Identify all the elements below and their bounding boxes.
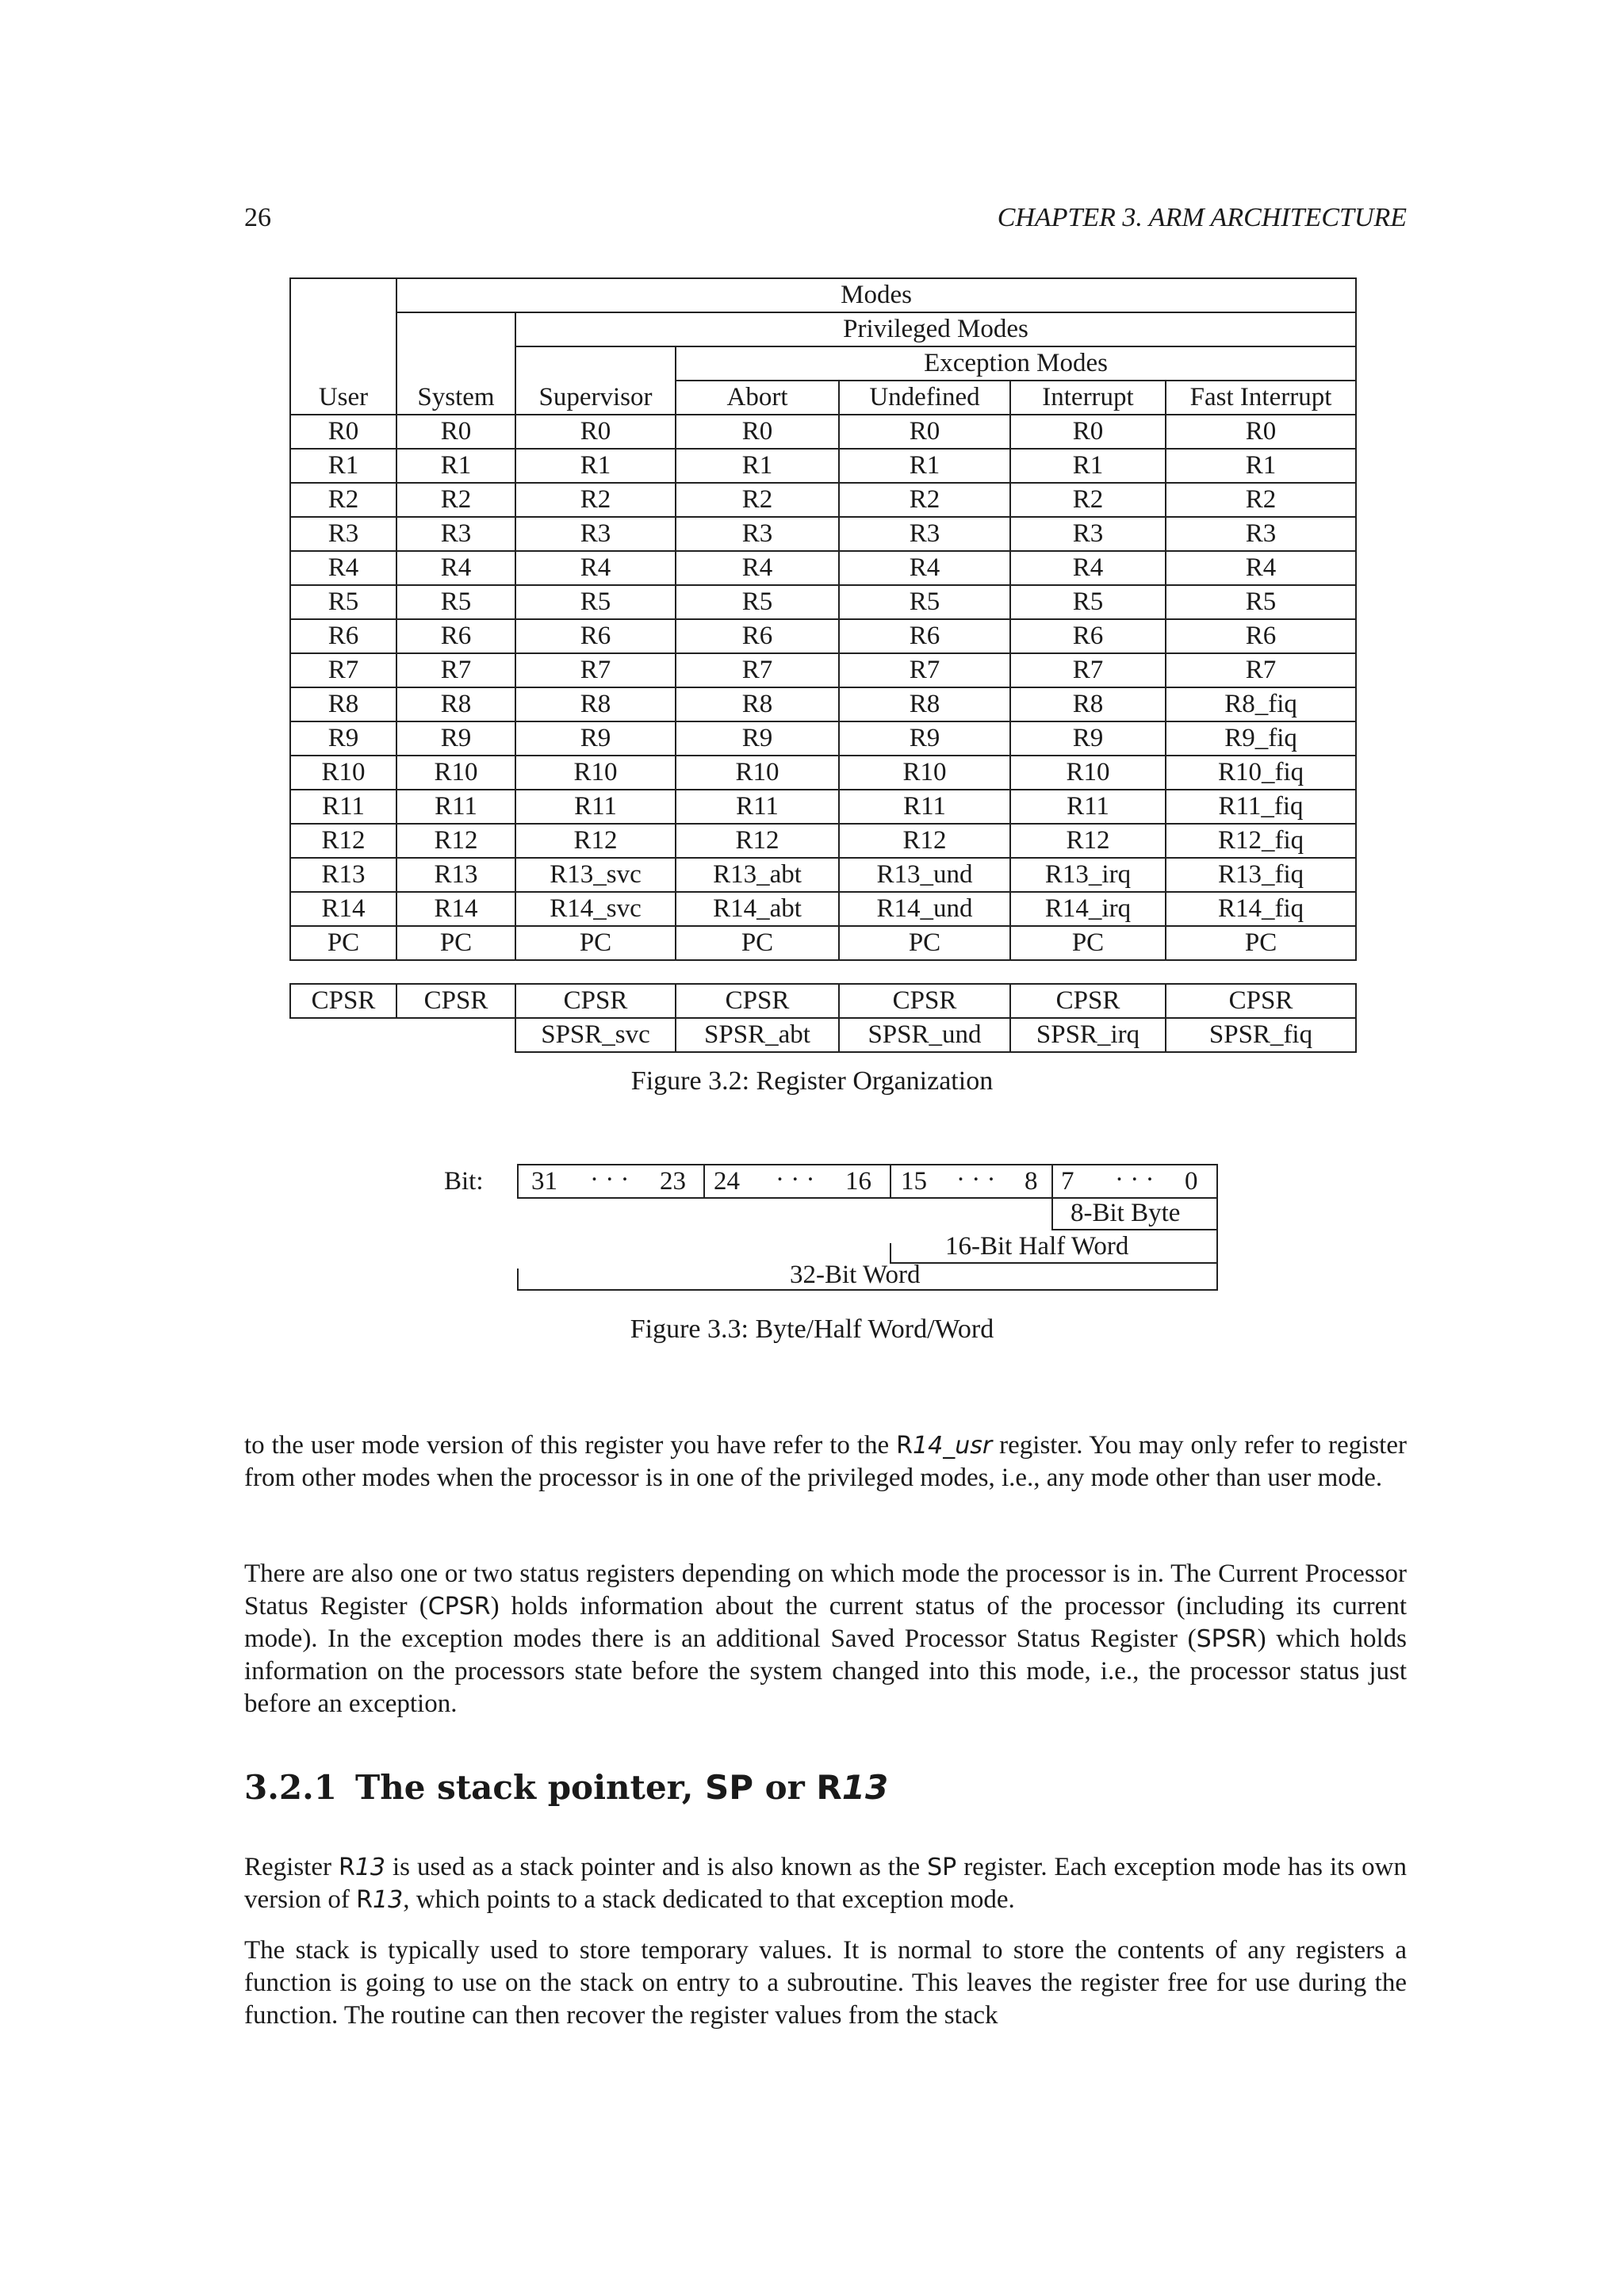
table-cell: PC xyxy=(676,926,839,960)
table-row xyxy=(290,619,1356,653)
table-cell: R1 xyxy=(1010,449,1166,483)
table-cell: R6 xyxy=(290,619,396,653)
table-cell: R13_irq xyxy=(1010,858,1166,892)
empty-cell xyxy=(290,1018,396,1052)
halfword-label: 16-Bit Half Word xyxy=(945,1232,1129,1261)
status-register-table xyxy=(289,983,1357,1053)
table-cell: R3 xyxy=(515,517,676,551)
table-cell: R10 xyxy=(396,756,515,790)
column-header: System xyxy=(396,381,515,415)
table-cell: R10 xyxy=(676,756,839,790)
page-number: 26 xyxy=(244,203,271,232)
text-run: register. Each exception mode has its own version of xyxy=(244,1853,1407,1914)
table-cell: CPSR xyxy=(290,984,396,1018)
table-row xyxy=(290,483,1356,517)
table-cell: R2 xyxy=(396,483,515,517)
bit-number: 24 xyxy=(714,1167,740,1196)
table-cell: R2 xyxy=(676,483,839,517)
table-cell: R0 xyxy=(290,415,396,449)
table-cell: R9 xyxy=(1010,721,1166,756)
register-suffix: 13 xyxy=(373,1886,404,1914)
table-row xyxy=(290,687,1356,721)
table-cell: R13_und xyxy=(839,858,1010,892)
table-cell: R2 xyxy=(515,483,676,517)
table-cell: R13_fiq xyxy=(1166,858,1356,892)
table-cell: R10 xyxy=(515,756,676,790)
register-name: SP xyxy=(927,1854,957,1881)
privileged-modes-header: Privileged Modes xyxy=(515,312,1356,346)
table-cell: R14_fiq xyxy=(1166,892,1356,926)
column-header: Supervisor xyxy=(515,381,676,415)
table-cell: R13_svc xyxy=(515,858,676,892)
table-cell: CPSR xyxy=(1010,984,1166,1018)
text-run: There are also one or two status registers depending on which mode the processor is in. The Current Processor Status Register ( xyxy=(244,1559,1407,1621)
table-cell: R0 xyxy=(1166,415,1356,449)
column-header-row xyxy=(290,381,1356,415)
bit-number: 16 xyxy=(845,1167,871,1196)
table-cell: R8 xyxy=(396,687,515,721)
table-cell: R0 xyxy=(396,415,515,449)
table-cell: CPSR xyxy=(839,984,1010,1018)
table-cell: R11 xyxy=(1010,790,1166,824)
table-cell: R4 xyxy=(839,551,1010,585)
table-cell: R9 xyxy=(839,721,1010,756)
register-suffix: 14_usr xyxy=(913,1432,993,1460)
table-cell: R6 xyxy=(676,619,839,653)
column-header: Undefined xyxy=(839,381,1010,415)
table-cell: R14_abt xyxy=(676,892,839,926)
table-cell: CPSR xyxy=(676,984,839,1018)
header-row-exception xyxy=(290,346,1356,381)
header-row-privileged xyxy=(290,312,1356,346)
table-cell: R8 xyxy=(290,687,396,721)
empty-cell xyxy=(396,1018,515,1052)
register-name: SPSR xyxy=(1196,1625,1258,1653)
table-cell: R8 xyxy=(839,687,1010,721)
table-cell: R4 xyxy=(515,551,676,585)
table-cell: R11 xyxy=(290,790,396,824)
table-cell: R7 xyxy=(1010,653,1166,687)
table-cell: R13_abt xyxy=(676,858,839,892)
text-run: , which points to a stack dedicated to that exception mode. xyxy=(403,1885,1015,1914)
table-cell: SPSR_und xyxy=(839,1018,1010,1052)
table-cell: R5 xyxy=(1010,585,1166,619)
table-cell: R14 xyxy=(396,892,515,926)
table-row xyxy=(290,858,1356,892)
table-cell: R2 xyxy=(290,483,396,517)
ellipsis: · · · xyxy=(1115,1165,1155,1194)
column-header: Abort xyxy=(676,381,839,415)
register-name: CPSR xyxy=(427,1593,491,1621)
register-suffix: 13 xyxy=(841,1768,889,1807)
table-cell: R7 xyxy=(290,653,396,687)
table-cell: R2 xyxy=(839,483,1010,517)
register-name: R xyxy=(816,1768,842,1807)
table-cell: R11 xyxy=(396,790,515,824)
table-cell: R9 xyxy=(676,721,839,756)
table-cell: R1 xyxy=(396,449,515,483)
section-title-text: The stack pointer, xyxy=(355,1768,705,1807)
table-cell: R14 xyxy=(290,892,396,926)
text-run: Register xyxy=(244,1853,339,1881)
bit-number: 23 xyxy=(660,1167,686,1196)
ellipsis: · · · xyxy=(956,1165,996,1194)
bit-number: 8 xyxy=(1025,1167,1038,1196)
text-run: is used as a stack pointer and is also known as the xyxy=(385,1853,928,1881)
table-cell: R4 xyxy=(396,551,515,585)
table-cell: R12 xyxy=(1010,824,1166,858)
table-cell: R8 xyxy=(515,687,676,721)
table-cell: R8 xyxy=(676,687,839,721)
byte-label: 8-Bit Byte xyxy=(1071,1199,1181,1227)
table-cell: SPSR_abt xyxy=(676,1018,839,1052)
table-cell: R9_fiq xyxy=(1166,721,1356,756)
figure-caption-byte-halfword-word: Figure 3.3: Byte/Half Word/Word xyxy=(630,1314,994,1344)
bit-number: 7 xyxy=(1061,1167,1074,1196)
table-cell: R1 xyxy=(290,449,396,483)
figure-caption-register-organization: Figure 3.2: Register Organization xyxy=(630,1066,994,1096)
register-suffix: 13 xyxy=(354,1854,385,1881)
table-cell: R13 xyxy=(290,858,396,892)
text-run: ) which holds information on the processors state before the system changed into this mode, i.e., the processor status just before an exception. xyxy=(244,1624,1407,1718)
paragraph xyxy=(244,1851,1407,1916)
table-cell: R2 xyxy=(1010,483,1166,517)
ellipsis: · · · xyxy=(776,1165,815,1194)
table-cell: R3 xyxy=(839,517,1010,551)
table-cell: R12 xyxy=(839,824,1010,858)
column-header: Interrupt xyxy=(1010,381,1166,415)
table-row xyxy=(290,551,1356,585)
table-cell: R0 xyxy=(1010,415,1166,449)
register-name: R xyxy=(338,1854,355,1881)
column-header: User xyxy=(290,381,396,415)
table-row xyxy=(290,721,1356,756)
table-cell: R6 xyxy=(839,619,1010,653)
bit-number: 0 xyxy=(1185,1167,1198,1196)
table-cell: R4 xyxy=(676,551,839,585)
register-organization-table xyxy=(289,277,1357,961)
table-cell: R1 xyxy=(1166,449,1356,483)
table-row xyxy=(290,892,1356,926)
table-cell: PC xyxy=(1010,926,1166,960)
table-cell: R12 xyxy=(396,824,515,858)
table-cell: R5 xyxy=(515,585,676,619)
table-cell: R4 xyxy=(1166,551,1356,585)
register-name: R xyxy=(896,1432,914,1460)
text-run: register. You may only refer to register from other modes when the processor is in one of the privileged modes, i.e., any mode other than user mode. xyxy=(244,1431,1407,1492)
section-title-text: or xyxy=(753,1768,817,1807)
table-cell: PC xyxy=(839,926,1010,960)
table-cell: R7 xyxy=(839,653,1010,687)
table-cell: R5 xyxy=(290,585,396,619)
table-cell: R6 xyxy=(396,619,515,653)
table-row xyxy=(290,653,1356,687)
table-cell: R3 xyxy=(1166,517,1356,551)
table-cell: PC xyxy=(396,926,515,960)
table-cell: R6 xyxy=(1166,619,1356,653)
paragraph xyxy=(244,1558,1407,1720)
table-cell: R1 xyxy=(839,449,1010,483)
table-cell: SPSR_svc xyxy=(515,1018,676,1052)
table-row xyxy=(290,926,1356,960)
table-cell: R5 xyxy=(839,585,1010,619)
column-header: Fast Interrupt xyxy=(1166,381,1356,415)
table-cell: R14_svc xyxy=(515,892,676,926)
table-cell: R8_fiq xyxy=(1166,687,1356,721)
table-cell: SPSR_irq xyxy=(1010,1018,1166,1052)
section-number: 3.2.1 xyxy=(244,1768,337,1807)
table-cell: R14_und xyxy=(839,892,1010,926)
table-cell: R1 xyxy=(515,449,676,483)
table-cell: R7 xyxy=(515,653,676,687)
table-cell: R7 xyxy=(676,653,839,687)
table-row xyxy=(290,756,1356,790)
section-heading xyxy=(244,1768,888,1807)
table-cell: R9 xyxy=(515,721,676,756)
table-cell: R0 xyxy=(839,415,1010,449)
table-cell: R5 xyxy=(396,585,515,619)
table-cell: PC xyxy=(1166,926,1356,960)
table-cell: R12 xyxy=(515,824,676,858)
table-cell: R4 xyxy=(290,551,396,585)
table-cell: R9 xyxy=(290,721,396,756)
table-row xyxy=(290,585,1356,619)
table-cell: R12_fiq xyxy=(1166,824,1356,858)
table-cell: R3 xyxy=(290,517,396,551)
paragraph xyxy=(244,1429,1407,1494)
table-cell: R9 xyxy=(396,721,515,756)
table-cell: R0 xyxy=(515,415,676,449)
table-cell: R3 xyxy=(396,517,515,551)
byte-halfword-word-figure xyxy=(444,1164,1237,1291)
table-cell: R6 xyxy=(1010,619,1166,653)
bit-number: 15 xyxy=(901,1167,927,1196)
chapter-heading: CHAPTER 3. ARM ARCHITECTURE xyxy=(997,203,1407,232)
table-row xyxy=(290,824,1356,858)
table-cell: CPSR xyxy=(396,984,515,1018)
table-cell: R3 xyxy=(1010,517,1166,551)
table-cell: R10 xyxy=(290,756,396,790)
header-row-modes xyxy=(290,278,1356,312)
table-cell: CPSR xyxy=(515,984,676,1018)
table-cell: R0 xyxy=(676,415,839,449)
table-cell: R11 xyxy=(676,790,839,824)
table-cell: R5 xyxy=(1166,585,1356,619)
table-cell: SPSR_fiq xyxy=(1166,1018,1356,1052)
table-cell: R10 xyxy=(839,756,1010,790)
table-cell: R10_fiq xyxy=(1166,756,1356,790)
table-cell: CPSR xyxy=(1166,984,1356,1018)
bit-label: Bit: xyxy=(444,1167,484,1196)
table-cell: R12 xyxy=(290,824,396,858)
paragraph: The stack is typically used to store temporary values. It is normal to store the contents of any registers a function is going to use on the stack on entry to a subroutine. This leaves the register free for use during the function. The routine can then recover the register values from the stack xyxy=(244,1936,1407,2030)
table-cell: R7 xyxy=(396,653,515,687)
table-cell: R11_fiq xyxy=(1166,790,1356,824)
table-cell: R7 xyxy=(1166,653,1356,687)
table-cell: R3 xyxy=(676,517,839,551)
table-cell: PC xyxy=(515,926,676,960)
table-row xyxy=(290,790,1356,824)
table-row xyxy=(290,517,1356,551)
table-cell: R14_irq xyxy=(1010,892,1166,926)
table-cell: R13 xyxy=(396,858,515,892)
table-cell: R10 xyxy=(1010,756,1166,790)
table-cell: R6 xyxy=(515,619,676,653)
table-cell: R11 xyxy=(515,790,676,824)
table-cell: R4 xyxy=(1010,551,1166,585)
register-name: SP xyxy=(705,1768,754,1807)
table-row xyxy=(290,449,1356,483)
text-run: to the user mode version of this register you have refer to the xyxy=(244,1431,897,1460)
exception-modes-header: Exception Modes xyxy=(676,346,1356,381)
table-cell: R5 xyxy=(676,585,839,619)
text-run: ) holds information about the current status of the processor (including its current mode). In the exception modes there is an additional Saved Processor Status Register ( xyxy=(244,1592,1407,1653)
table-cell: PC xyxy=(290,926,396,960)
bit-number: 31 xyxy=(531,1167,557,1196)
register-name: R xyxy=(356,1886,373,1914)
table-cell: R8 xyxy=(1010,687,1166,721)
table-cell: R11 xyxy=(839,790,1010,824)
ellipsis: · · · xyxy=(590,1165,630,1194)
modes-header: Modes xyxy=(396,278,1356,312)
table-cell: R12 xyxy=(676,824,839,858)
table-cell: R1 xyxy=(676,449,839,483)
table-cell: R2 xyxy=(1166,483,1356,517)
table-row xyxy=(290,415,1356,449)
word-label: 32-Bit Word xyxy=(790,1261,921,1289)
cpsr-row xyxy=(290,984,1356,1018)
spsr-row xyxy=(290,1018,1356,1052)
